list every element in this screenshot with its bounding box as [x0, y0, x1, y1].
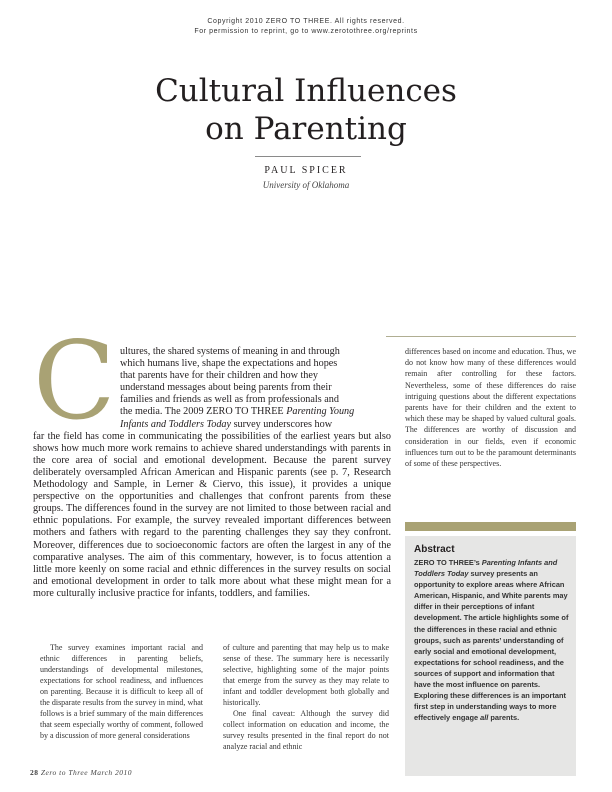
issue-date: March 2010	[90, 768, 133, 777]
title-line-1: Cultural Influences	[155, 73, 457, 109]
lead-line: which humans live, shape the expectations and hopes	[120, 358, 338, 370]
title-divider	[255, 156, 361, 157]
author-name: PAUL SPICER	[264, 165, 348, 176]
page-number: 28	[30, 768, 39, 777]
body-paragraph: One final caveat: Although the survey did collect information on education and income, the survey results presented in the final report do not analyze racial and ethnic	[223, 709, 389, 751]
survey-title: Parenting Young	[286, 406, 355, 418]
survey-title: Parenting Infants and Toddlers Today	[414, 558, 558, 579]
abstract-text-part: ZERO TO THREE’s	[414, 558, 482, 567]
title-line-2: on Parenting	[205, 111, 407, 147]
copyright-line: Copyright 2010 ZERO TO THREE. All rights reserved.	[207, 18, 405, 25]
abstract-heading: Abstract	[414, 544, 455, 555]
body-column-left	[40, 642, 203, 741]
abstract-text-part: parents.	[488, 713, 520, 723]
column-divider	[386, 336, 576, 337]
journal-name: Zero to Three	[40, 768, 89, 777]
drop-cap: C	[33, 319, 116, 444]
body-paragraph: The survey examines important racial and ethnic differences in parenting beliefs, understandings of developmental milestones, expectations for school readiness, and influences on parenting. Because it is difficult to keep all of the disparate results from the survey in mind, what follows is a brief summary of the main differences that seem especially worthy of comment, followed by a discussion of more general considerations	[40, 643, 203, 740]
lead-text: survey underscores how	[231, 418, 333, 430]
lead-line: understand messages about being parents from their	[120, 382, 332, 394]
emphasis: all	[480, 713, 489, 723]
survey-title: Infants and Toddlers Today	[120, 418, 232, 430]
lead-line	[120, 406, 391, 418]
abstract-text	[414, 557, 572, 723]
body-paragraph: of culture and parenting that may help us to make sense of these. The summary here is necessarily selective, highlighting some of the major points that emerge from the survey as they may relate to infant and toddler development both globally and historically.	[223, 643, 389, 707]
lead-line: ultures, the shared systems of meaning in and through	[120, 346, 340, 357]
page-footer	[30, 768, 132, 777]
lead-line: that parents have for their children and how they	[120, 370, 319, 382]
lead-body: far the field has come in communicating the possibilities of the earliest years but also shows how much more work remains to achieve shared understandings with parents in the core area of social and emotional development. Because the parent survey deliberately oversampled African American and Hispanic parents (see p. 7, Research Methodology and Sample, in Lerner & Ciervo, this issue), it provides a unique perspective on the opportunities and challenges that confront parents from these groups. The differences found in the survey are not limited to those between racial and ethnic populations. For example, the survey revealed important differences between mothers and fathers with regard to the parenting challenges they say they confront. Moreover, differences due to socioeconomic factors are often the largest in any of the comparative analyses. The aim of this commentary, however, is to focus attention a little more keenly on some racial and ethnic differences in the survey results on social and emotional development in order to talk more about what these might mean for a more culturally inclusive practice for infants, toddlers, and families.	[33, 430, 391, 599]
lead-line	[120, 419, 391, 431]
body-paragraph: differences based on income and education. Thus, we do not know how many of these differences would remain after controlling for these factors. Nevertheless, some of these differences do raise intriguing questions about the different expectations parents have for their children and the extent to which these may be shaped by valued cultural goals. The differences are worthy of discussion and consideration in our fields, even if economic influences turn out to be the paramount determinants of some of these perspectives.	[405, 347, 576, 469]
abstract-text-part: survey presents an opportunity to explore areas where African American, Hispanic, and White parents may differ in their perceptions of infant development. The article highlights some of the differences in these racial and ethnic groups, such as parents’ understanding of early social and emotional development, expectations for school readiness, and the sources of support and information that have the most influence on parents. Exploring these differences is an important first step in understanding ways to more effectively engage	[414, 569, 569, 723]
copyright-notice	[0, 17, 612, 37]
body-column-right	[405, 346, 576, 469]
lead-text: the media. The 2009 ZERO TO THREE	[120, 406, 287, 418]
reprint-permission-line: For permission to reprint, go to www.zerotothree.org/reprints	[194, 28, 418, 35]
lead-paragraph	[33, 346, 391, 600]
lead-line: families and friends as well as from professionals and	[120, 394, 339, 406]
author-affiliation: University of Oklahoma	[262, 180, 350, 190]
article-title	[0, 72, 612, 148]
body-column-middle	[223, 642, 389, 752]
abstract-accent-bar	[405, 522, 576, 531]
